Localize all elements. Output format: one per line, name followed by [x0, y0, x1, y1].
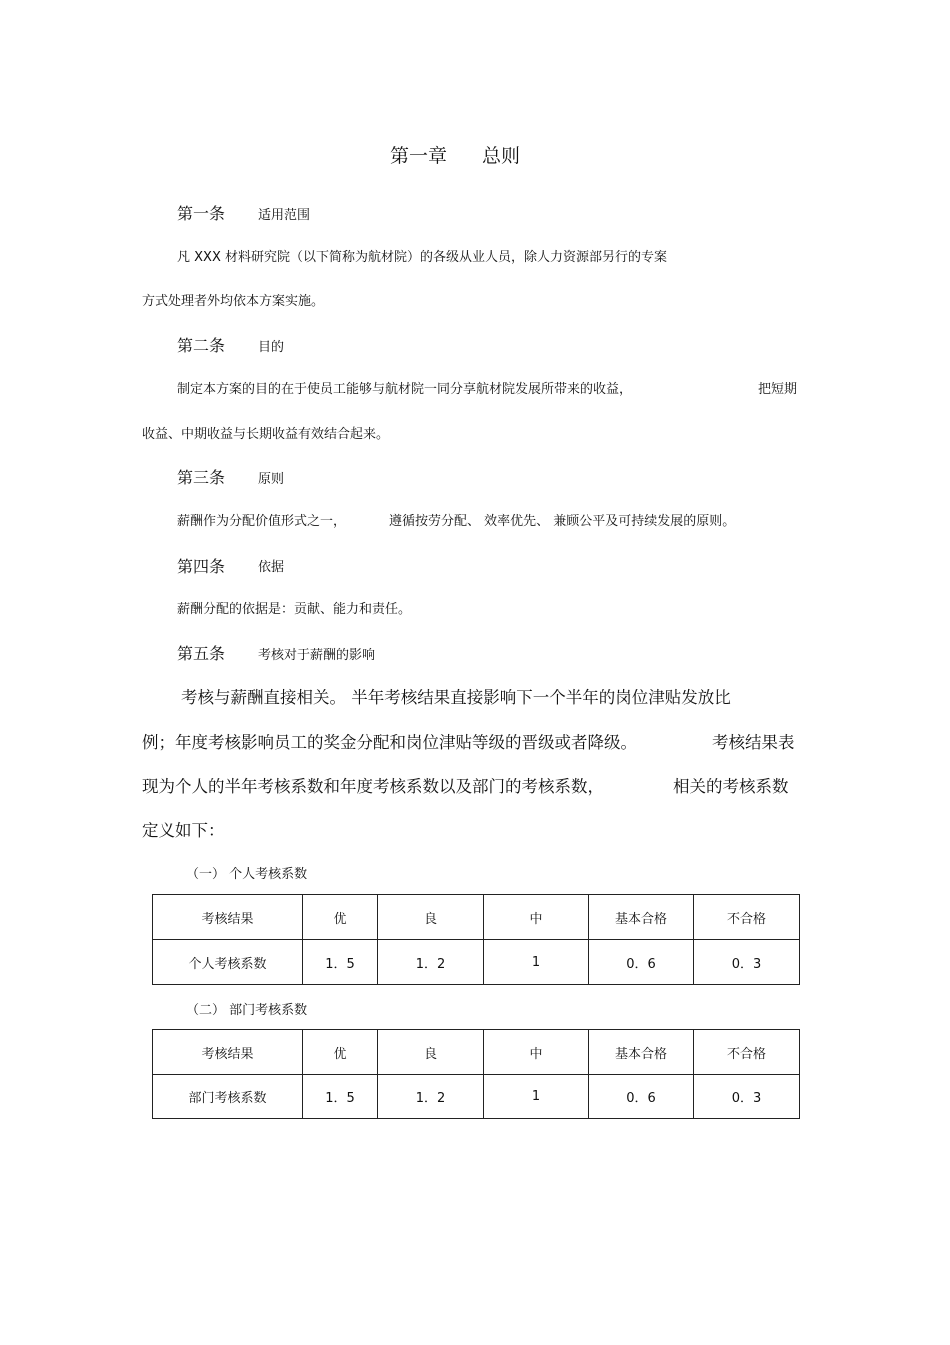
table-header-row: [153, 1030, 800, 1075]
table-cell: 部门考核系数: [153, 1075, 303, 1119]
article-5-text-line: 现为个人的半年考核系数和年度考核系数以及部门的考核系数，: [142, 777, 604, 796]
article-1-text-line: 方式处理者外均依本方案实施。: [142, 294, 325, 309]
header-cell: 良: [378, 1030, 484, 1075]
article-2-text-line: 收益、中期收益与长期收益有效结合起来。: [142, 427, 390, 442]
header-cell: 不合格: [694, 1030, 800, 1075]
article-1-text-line: 凡 XXX 材料研究院（以下简称为航材院）的各级从业人员，除人力资源部另行的专案: [177, 250, 667, 265]
article-2-title: 目的: [258, 340, 285, 355]
article-5-text-line: 相关的考核系数: [673, 777, 789, 796]
header-cell: 考核结果: [153, 1030, 303, 1075]
table-cell: 1．2: [378, 1075, 484, 1119]
table-row: [153, 940, 800, 985]
table-cell: 1: [484, 1075, 589, 1119]
table-cell: 个人考核系数: [153, 940, 303, 985]
table-row: [153, 1075, 800, 1119]
header-cell: 基本合格: [589, 895, 694, 940]
header-cell: 不合格: [694, 895, 800, 940]
table-cell: 1．2: [378, 940, 484, 985]
chapter-name: 总则: [482, 145, 521, 167]
article-5-title: 考核对于薪酬的影响: [258, 648, 376, 663]
header-cell: 中: [484, 1030, 589, 1075]
article-2-number: 第二条: [177, 336, 226, 355]
article-5-text-line: 考核与薪酬直接相关。 半年考核结果直接影响下一个半年的岗位津贴发放比: [181, 688, 731, 707]
personal-coefficient-table: [152, 894, 800, 985]
article-3-number: 第三条: [177, 468, 226, 487]
table-cell: 0．6: [589, 1075, 694, 1119]
article-3-text: 薪酬作为分配价值形式之一，: [177, 514, 347, 529]
article-3-text: 遵循按劳分配、 效率优先、 兼顾公平及可持续发展的原则。: [389, 514, 736, 529]
article-2-text-line: 把短期: [758, 382, 798, 397]
article-4-number: 第四条: [177, 557, 226, 576]
table-cell: 1: [484, 940, 589, 985]
article-4-title: 依据: [258, 560, 285, 575]
table-cell: 0．6: [589, 940, 694, 985]
article-5-text-line: 定义如下：: [142, 821, 225, 840]
article-5-number: 第五条: [177, 644, 226, 663]
article-5-text-line: 例；年度考核影响员工的奖金分配和岗位津贴等级的晋级或者降级。: [142, 733, 637, 752]
header-cell: 中: [484, 895, 589, 940]
table-cell: 0．3: [694, 940, 800, 985]
article-1-title: 适用范围: [258, 208, 311, 223]
header-cell: 良: [378, 895, 484, 940]
department-coefficient-table: [152, 1029, 800, 1119]
personal-table-heading: （一） 个人考核系数: [186, 867, 308, 882]
article-1-number: 第一条: [177, 204, 226, 223]
header-cell: 考核结果: [153, 895, 303, 940]
table-cell: 1．5: [303, 940, 378, 985]
header-cell: 优: [303, 1030, 378, 1075]
header-cell: 基本合格: [589, 1030, 694, 1075]
department-table-heading: （二） 部门考核系数: [186, 1003, 308, 1018]
article-4-text: 薪酬分配的依据是：贡献、能力和责任。: [177, 602, 412, 617]
article-5-text-line: 考核结果表: [712, 733, 795, 752]
header-cell: 优: [303, 895, 378, 940]
table-cell: 1．5: [303, 1075, 378, 1119]
article-3-title: 原则: [258, 472, 285, 487]
chapter-number: 第一章: [390, 145, 448, 167]
table-header-row: [153, 895, 800, 940]
article-2-text-line: 制定本方案的目的在于使员工能够与航材院一同分享航材院发展所带来的收益，: [177, 382, 633, 397]
table-cell: 0．3: [694, 1075, 800, 1119]
